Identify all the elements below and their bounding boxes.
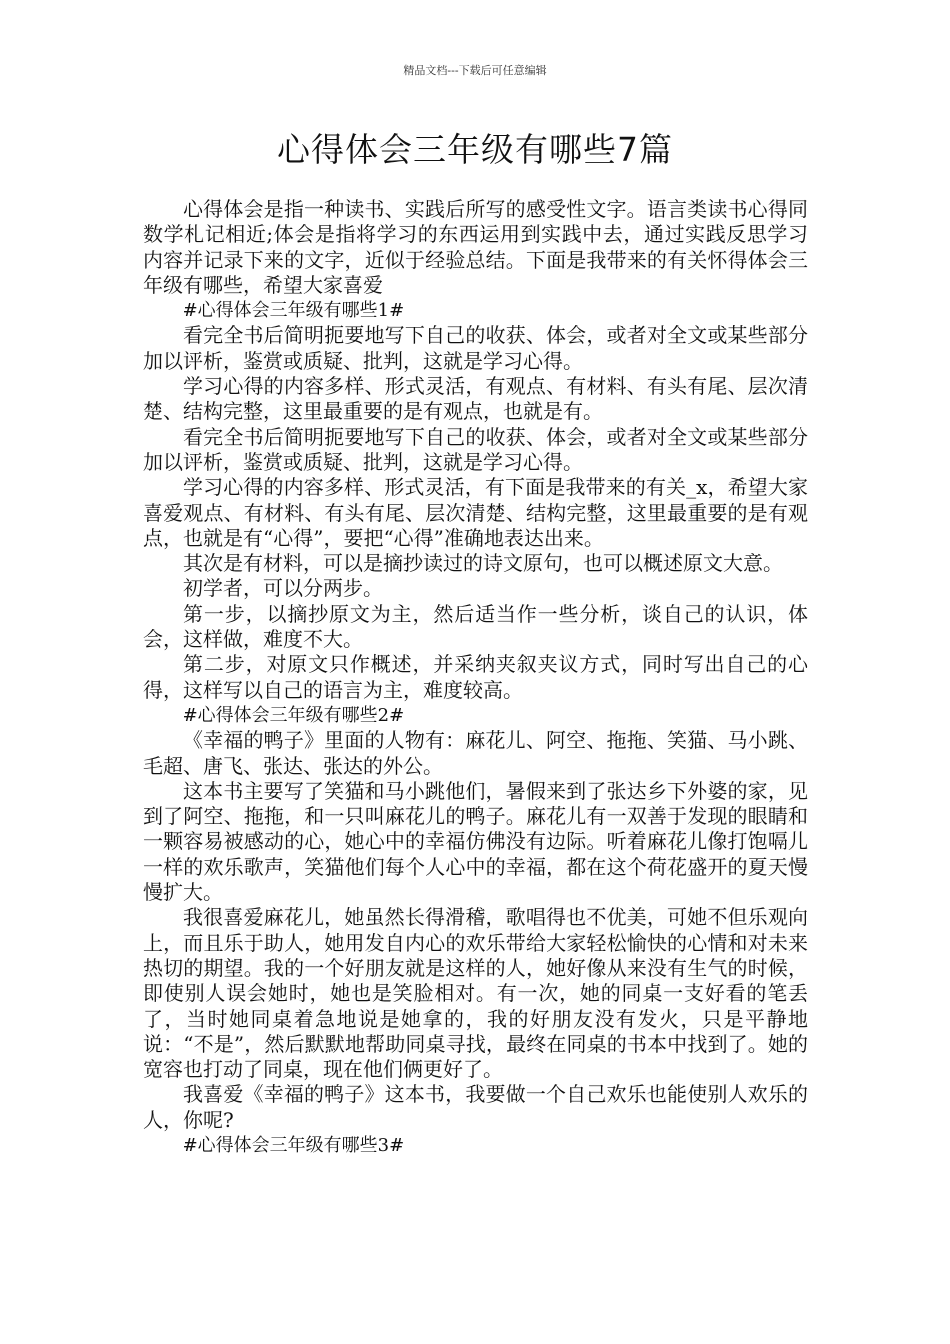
paragraph: 学习心得的内容多样、形式灵活，有下面是我带来的有关_x，希望大家喜爱观点、有材料、有头有尾、层次清楚、结构完整，这里最重要的是有观点，也就是有“心得”，要把“心得”准确地表达出来。 — [143, 475, 808, 550]
paragraph: 《幸福的鸭子》里面的人物有：麻花儿、阿空、拖拖、笑猫、马小跳、毛超、唐飞、张达、张达的外公。 — [143, 728, 808, 778]
paragraph: 我很喜爱麻花儿，她虽然长得滑稽，歌唱得也不优美，可她不但乐观向上，而且乐于助人，她用发自内心的欢乐带给大家轻松愉快的心情和对未来热切的期望。我的一个好朋友就是这样的人，她好像从来没有生气的时候，即使别人误会她时，她也是笑脸相对。有一次，她的同桌一支好看的笔丢了，当时她同桌着急地说是她拿的，我的好朋友没有发火，只是平静地说：“不是”，然后默默地帮助同桌寻找，最终在同桌的书本中找到了。她的宽容也打动了同桌，现在他们俩更好了。 — [143, 905, 808, 1082]
page-header-note: 精品文档---下载后可任意编辑 — [403, 64, 547, 77]
paragraph: 其次是有材料，可以是摘抄读过的诗文原句，也可以概述原文大意。 — [183, 551, 783, 576]
paragraph: 这本书主要写了笑猫和马小跳他们，暑假来到了张达乡下外婆的家，见到了阿空、拖拖，和一只叫麻花儿的鸭子。麻花儿有一双善于发现的眼睛和一颗容易被感动的心，她心中的幸福仿佛没有边际。听着麻花儿像打饱嗝儿一样的欢乐歌声，笑猫他们每个人心中的幸福，都在这个荷花盛开的夏天慢慢扩大。 — [143, 778, 808, 905]
section-heading-3: #心得体会三年级有哪些3# — [182, 1134, 405, 1156]
document-body — [143, 197, 808, 1158]
paragraph-intro: 心得体会是指一种读书、实践后所写的感受性文字。语言类读书心得同数学札记相近;体会是指将学习的东西运用到实践中去，通过实践反思学习内容并记录下来的文字，近似于经验总结。下面是我带来的有关怀得体会三年级有哪些，希望大家喜爱 — [143, 197, 808, 297]
paragraph: 第二步，对原文只作概述，并采纳夹叙夹议方式，同时写出自己的心得，这样写以自己的语言为主，难度较高。 — [143, 652, 808, 702]
paragraph: 第一步，以摘抄原文为主，然后适当作一些分析，谈自己的认识，体会，这样做，难度不大。 — [143, 601, 808, 652]
paragraph: 看完全书后简明扼要地写下自己的收获、体会，或者对全文或某些部分加以评析，鉴赏或质疑、批判，这就是学习心得。 — [143, 323, 808, 373]
section-heading-2: #心得体会三年级有哪些2# — [182, 704, 405, 726]
section-heading-1: #心得体会三年级有哪些1# — [182, 300, 405, 322]
document-title: 心得体会三年级有哪些7篇 — [277, 130, 673, 169]
paragraph: 初学者，可以分两步。 — [183, 576, 383, 601]
paragraph: 学习心得的内容多样、形式灵活，有观点、有材料、有头有尾、层次清楚、结构完整，这里最重要的是有观点，也就是有。 — [143, 374, 808, 424]
paragraph: 看完全书后简明扼要地写下自己的收获、体会，或者对全文或某些部分加以评析，鉴赏或质疑、批判，这就是学习心得。 — [143, 424, 808, 474]
paragraph: 我喜爱《幸福的鸭子》这本书，我要做一个自己欢乐也能使别人欢乐的人，你呢? — [143, 1082, 808, 1132]
